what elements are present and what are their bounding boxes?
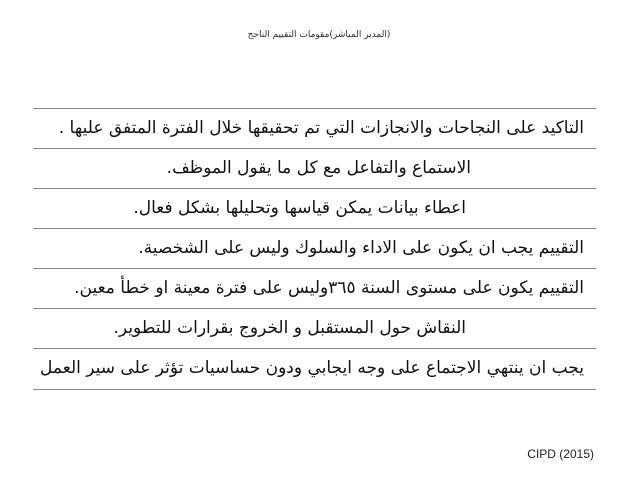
point-row — [33, 148, 596, 188]
point-text: التاكيد على النجاحات والانجازات التي تم تحقيقها خلال الفترة المتفق عليها . — [58, 118, 584, 138]
point-text: التقييم يجب ان يكون على الاداء والسلوك وليس على الشخصية. — [138, 238, 584, 258]
points-table — [33, 108, 596, 390]
point-row — [33, 348, 596, 390]
point-text: اعطاء بيانات يمكن قياسها وتحليلها بشكل فعال. — [133, 198, 466, 218]
slide-title: (المدير المباشر)مقومات التقييم الناجح — [247, 30, 391, 40]
source-citation: CIPD (2015) — [527, 447, 594, 461]
point-row — [33, 228, 596, 268]
point-row — [33, 268, 596, 308]
point-row — [33, 188, 596, 228]
point-text: الاستماع والتفاعل مع كل ما يقول الموظف. — [166, 158, 471, 178]
point-text: التقييم يكون على مستوى السنة ٣٦٥وليس على فترة معينة او خطأ معين. — [74, 278, 584, 298]
point-row — [33, 308, 596, 348]
point-row — [33, 108, 596, 148]
point-text: النقاش حول المستقبل و الخروج بقرارات للتطوير. — [113, 318, 466, 338]
point-text: يجب ان ينتهي الاجتماع على وجه ايجابي ودون حساسيات تؤثر على سير العمل — [40, 358, 584, 378]
